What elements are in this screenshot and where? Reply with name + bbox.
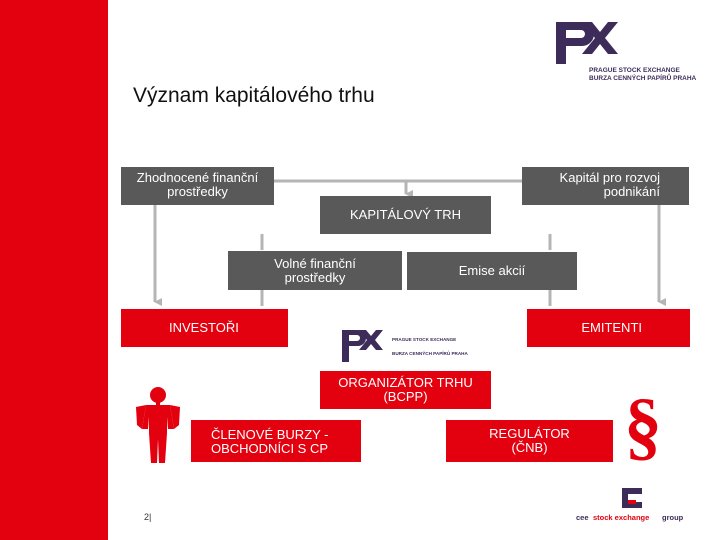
regulator-line2: (ČNB) (511, 440, 548, 455)
cee-logo-icon (574, 486, 694, 526)
regulator-line1: REGULÁTOR (489, 426, 570, 441)
organizer-line1: ORGANIZÁTOR TRHU (338, 375, 473, 390)
pse-logo-middle (340, 328, 480, 366)
members-box (191, 420, 361, 462)
issuers-box (527, 309, 690, 347)
members-line2: OBCHODNÍCI S CP (211, 441, 329, 456)
investors-label: INVESTOŘI (169, 320, 239, 335)
free-funds-box (228, 251, 402, 290)
organizer-line2: (BCPP) (383, 389, 428, 404)
free-funds-line1: Volné finanční (274, 256, 356, 271)
px-logo-small-icon (340, 328, 480, 366)
page-title: Význam kapitálového trhu (133, 84, 375, 107)
logo-middle-line1: PRAGUE STOCK EXCHANGE (392, 337, 457, 342)
logo-middle-line2: BURZA CENNÝCH PAPÍRŮ PRAHA (392, 351, 468, 356)
share-issue-box (407, 252, 577, 290)
funds-box-line2: prostředky (167, 184, 228, 199)
free-funds-line2: prostředky (284, 270, 346, 285)
cee-logo (574, 486, 694, 526)
issuers-label: EMITENTI (581, 320, 642, 335)
logo-top-line1: PRAGUE STOCK EXCHANGE (589, 67, 680, 74)
page-number: 2| (144, 512, 152, 522)
members-line1: ČLENOVÉ BURZY - (211, 427, 329, 442)
capital-box-line1: Kapitál pro rozvoj (559, 170, 660, 185)
capital-market-box (320, 196, 491, 234)
regulator-box (446, 420, 613, 462)
funds-box (121, 167, 274, 205)
cee-logo-text-c: group (662, 513, 684, 522)
organizer-box (320, 371, 491, 409)
capital-market-label: KAPITÁLOVÝ TRH (349, 207, 461, 222)
paragraph-icon: § (624, 384, 662, 468)
logo-top-line2: BURZA CENNÝCH PAPÍRŮ PRAHA (589, 75, 697, 82)
cee-logo-text-b: stock exchange (593, 513, 650, 522)
capital-box-line2: podnikání (603, 184, 660, 199)
investors-box (121, 309, 288, 347)
person-icon (128, 385, 188, 465)
capital-box (522, 167, 689, 205)
share-issue-label: Emise akcií (458, 263, 526, 278)
funds-box-line1: Zhodnocené finanční (136, 170, 259, 185)
cee-logo-text-a: cee (576, 513, 589, 522)
